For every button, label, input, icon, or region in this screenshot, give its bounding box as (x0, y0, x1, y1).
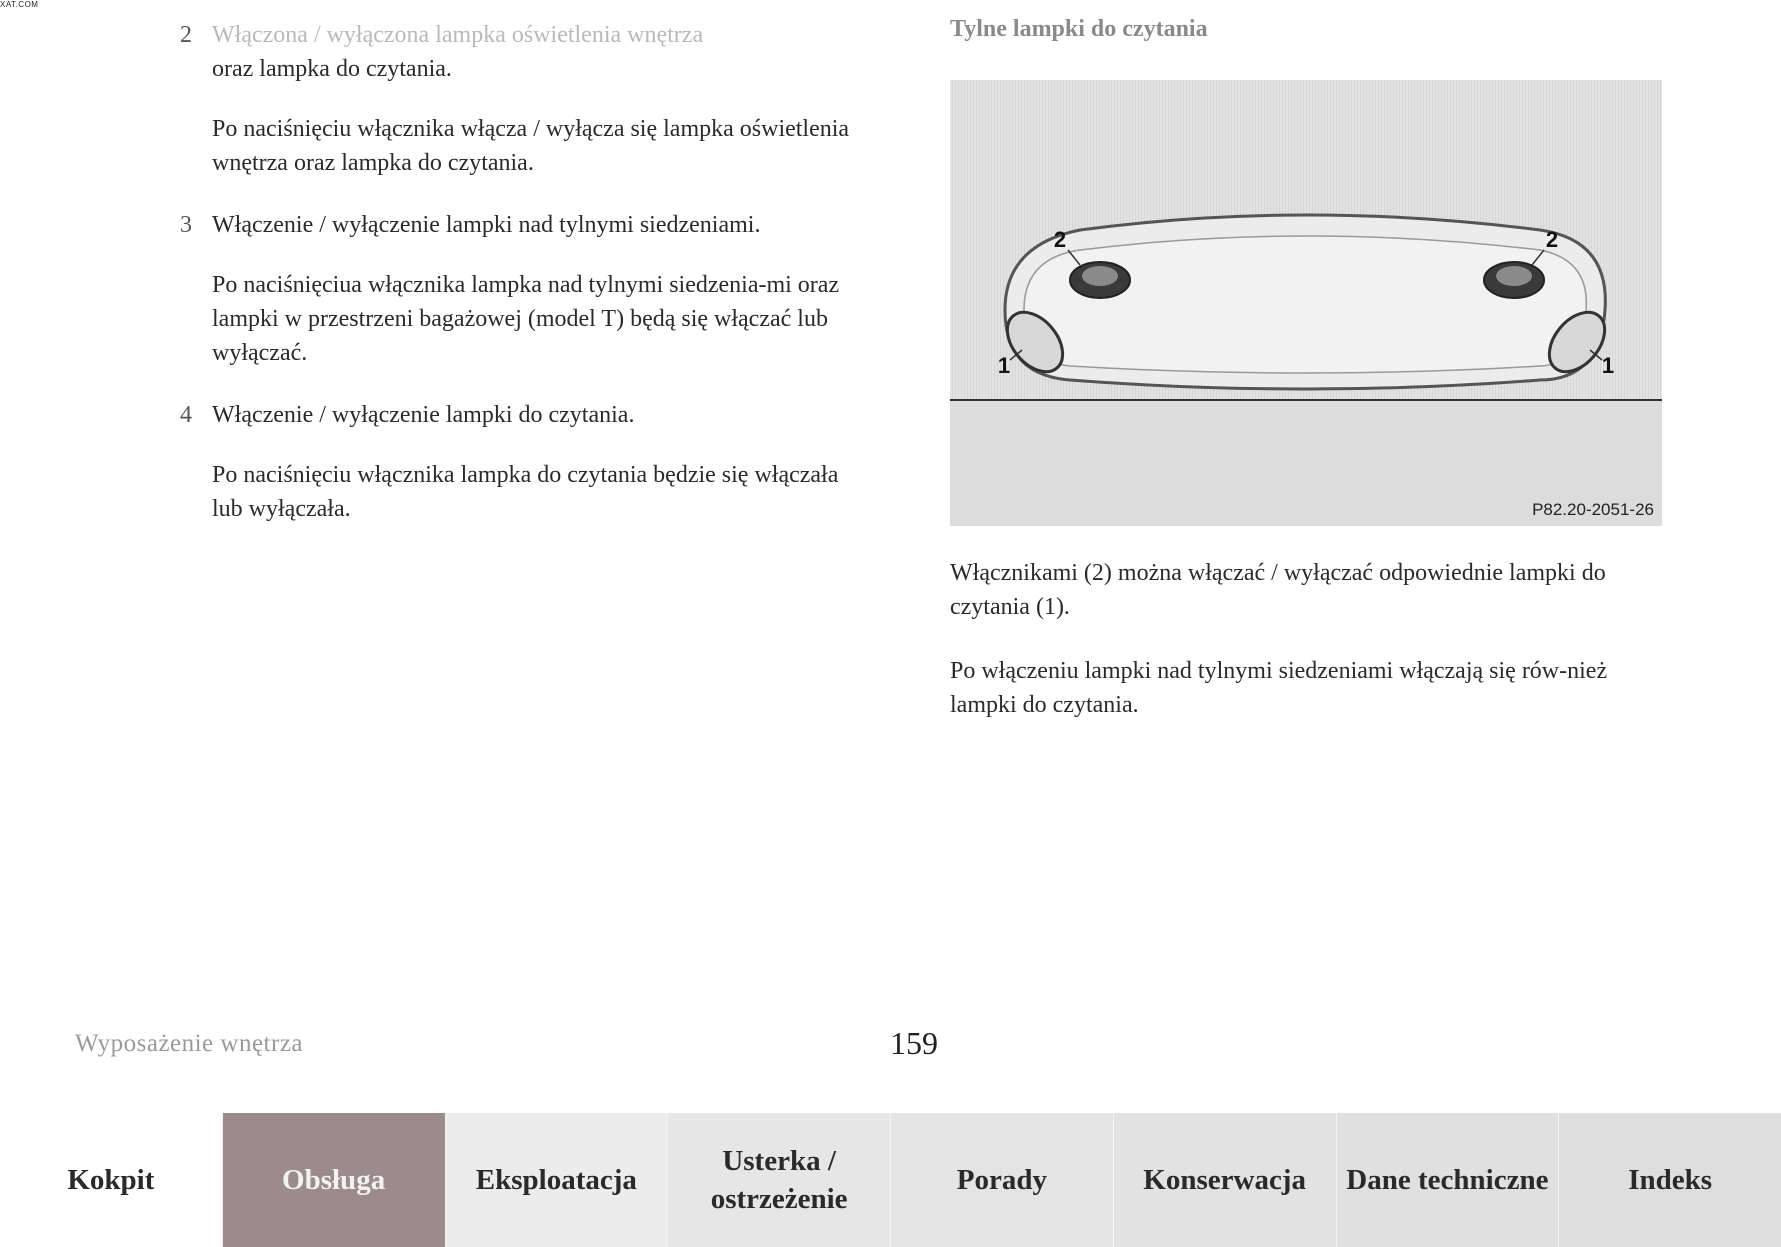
figure-code: P82.20-2051-26 (1532, 500, 1654, 519)
tab-dane-techniczne[interactable]: Dane techniczne (1336, 1113, 1559, 1247)
reading-lamps-figure (950, 80, 1662, 526)
item-number: 2 (180, 22, 192, 48)
item-body: Po naciśnięciua włącznika lampka nad tylnymi siedzenia-mi oraz lampki w przestrzeni bagażowej (model T) będą się włączać lub wyłączać. (212, 272, 840, 366)
tab-usterka[interactable]: Usterka / ostrzeżenie (667, 1113, 890, 1247)
tab-indeks[interactable]: Indeks (1558, 1113, 1781, 1247)
switch-right-top (1496, 266, 1532, 286)
tab-eksploatacja[interactable]: Eksploatacja (445, 1113, 668, 1247)
callout-1-right: 1 (1601, 353, 1615, 378)
tab-porady[interactable]: Porady (890, 1113, 1113, 1247)
item-heading-faded: Włączona / wyłączona lampka oświetlenia wnętrza (212, 22, 704, 48)
item-number: 4 (180, 402, 192, 428)
tab-konserwacja[interactable]: Konserwacja (1113, 1113, 1336, 1247)
paragraph: Włącznikami (2) można włączać / wyłączać odpowiednie lampki do czytania (1). (950, 560, 1606, 620)
item-heading: oraz lampka do czytania. (212, 56, 452, 82)
lamp-illustration (950, 80, 1662, 526)
section-title: Tylne lampki do czytania (950, 16, 1208, 42)
callout-2-right: 2 (1545, 227, 1559, 252)
item-heading: Włączenie / wyłączenie lampki do czytania. (212, 402, 635, 428)
footer-section-name: Wyposażenie wnętrza (75, 1030, 304, 1057)
switch-left-top (1082, 266, 1118, 286)
item-heading: Włączenie / wyłączenie lampki nad tylnymi siedzeniami. (212, 212, 761, 238)
paragraph: Po włączeniu lampki nad tylnymi siedzeniami włączają się rów-nież lampki do czytania. (950, 658, 1608, 718)
item-number: 3 (180, 212, 192, 238)
right-column (950, 12, 1665, 722)
console-inner (1024, 236, 1586, 373)
callout-2-left: 2 (1053, 227, 1067, 252)
left-column (180, 18, 870, 554)
chapter-nav (0, 1113, 1781, 1247)
tab-obsluga[interactable]: Obsługa (222, 1113, 445, 1247)
watermark: XAT.COM (0, 0, 39, 9)
tab-kokpit[interactable]: Kokpit (0, 1113, 222, 1247)
list-item-3 (180, 208, 870, 370)
item-body: Po naciśnięciu włącznika lampka do czytania będzie się włączała lub wyłączała. (212, 462, 839, 522)
page-number: 159 (890, 1025, 938, 1061)
list-item-2 (180, 18, 870, 180)
item-body: Po naciśnięciu włącznika włącza / wyłącza się lampka oświetlenia wnętrza oraz lampka do czytania. (212, 116, 850, 176)
list-item-4 (180, 398, 870, 526)
callout-1-left: 1 (997, 353, 1011, 378)
